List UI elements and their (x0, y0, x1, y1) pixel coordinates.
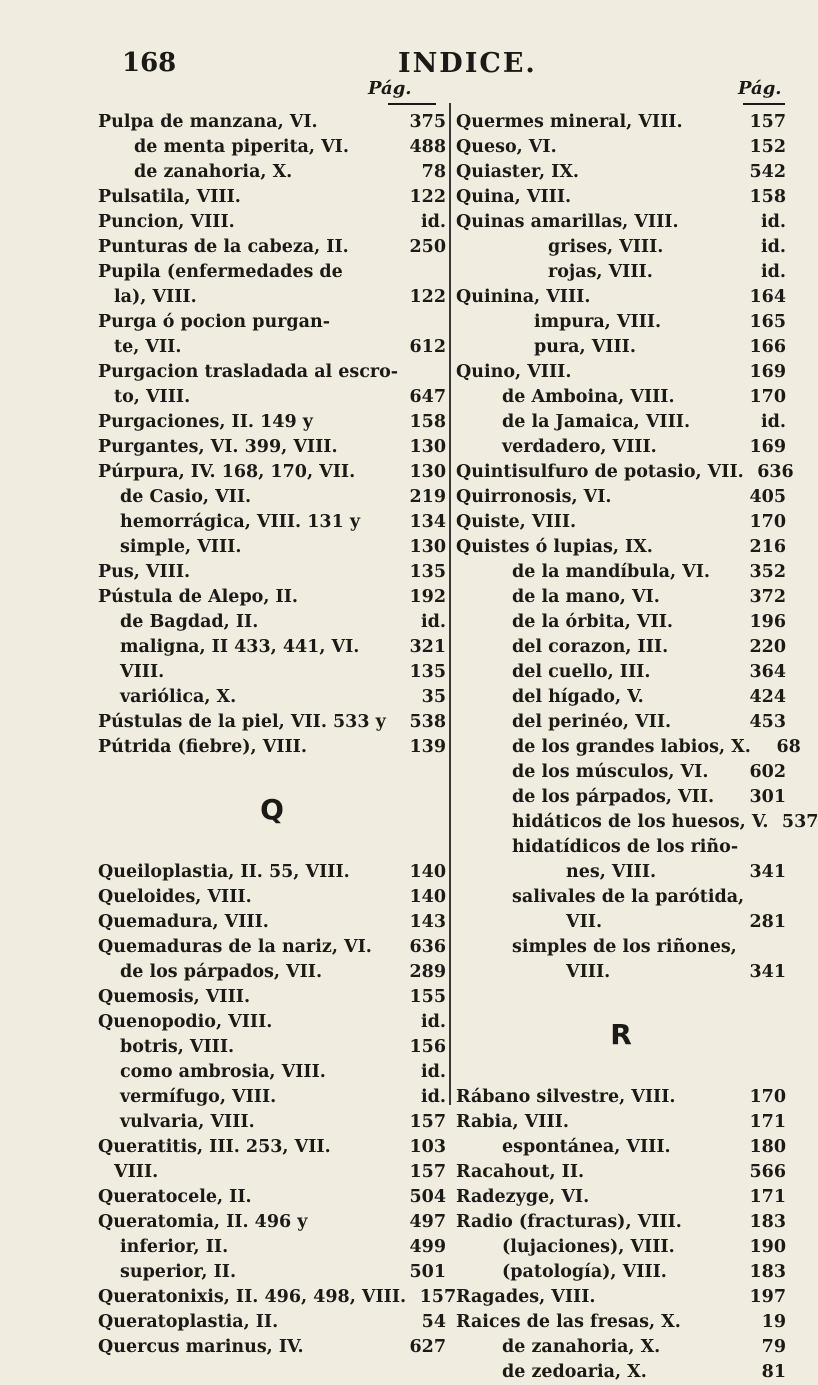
entry-text: Queratomia, II. 496 y (98, 1212, 308, 1232)
entry-text: te, VII. (114, 337, 182, 357)
entry-text: Quenopodio, VIII. (98, 1012, 273, 1032)
entry-text: vulvaria, VIII. (120, 1112, 255, 1132)
entry-text: hidáticos de los huesos, V. (512, 812, 769, 832)
index-entry (98, 610, 446, 635)
entry-text: salivales de la parótida, (512, 887, 745, 907)
page-ref: 250 (409, 237, 446, 257)
entry-text: Queso, VI. (456, 137, 557, 157)
page-title: INDICE. (398, 48, 537, 79)
page-ref: 453 (749, 712, 786, 732)
page-ref: 164 (749, 287, 786, 307)
index-entry (456, 835, 786, 860)
page-ref: 156 (409, 1037, 446, 1057)
entry-text: VIII. (114, 1162, 159, 1182)
page-ref: 103 (409, 1137, 446, 1157)
entry-text: de los párpados, VII. (120, 962, 323, 982)
row-spacer (98, 835, 446, 860)
page-ref: 636 (409, 937, 446, 957)
page-ref: 542 (749, 162, 786, 182)
index-entry (98, 235, 446, 260)
entry-text: Queloides, VIII. (98, 887, 252, 907)
index-entry (456, 1210, 786, 1235)
page-ref: 130 (409, 437, 446, 457)
entry-text: del cuello, III. (512, 662, 651, 682)
index-entry (98, 210, 446, 235)
entry-text: Quina, VIII. (456, 187, 572, 207)
page-ref: id. (421, 612, 446, 632)
index-entry (98, 1010, 446, 1035)
index-entry (456, 335, 786, 360)
page-ref: 219 (409, 487, 446, 507)
page-ref (396, 310, 446, 335)
page-ref: 405 (749, 487, 786, 507)
page-ref: 289 (409, 962, 446, 982)
index-entry (98, 685, 446, 710)
entry-text: Pútrida (fiebre), VIII. (98, 737, 307, 757)
entry-text: Radio (fracturas), VIII. (456, 1212, 682, 1232)
page-ref: 134 (409, 512, 446, 532)
index-entry (456, 485, 786, 510)
entry-text: de la Jamaica, VIII. (502, 412, 691, 432)
index-entry (456, 260, 786, 285)
index-entry (98, 1135, 446, 1160)
index-column-left (98, 110, 457, 1360)
entry-text: Quiste, VIII. (456, 512, 577, 532)
entry-text: Quino, VIII. (456, 362, 572, 382)
page-ref: 375 (409, 112, 446, 132)
index-entry (456, 1235, 786, 1260)
index-entry (456, 960, 786, 985)
pag-label-right: Pág. (738, 78, 782, 99)
page-ref: 537 (781, 812, 818, 832)
page-ref: 321 (409, 637, 446, 657)
entry-text: como ambrosia, VIII. (120, 1062, 326, 1082)
entry-text: Punturas de la cabeza, II. (98, 237, 349, 257)
entry-text: espontánea, VIII. (502, 1137, 671, 1157)
index-entry (98, 410, 446, 435)
page-ref: 341 (749, 862, 786, 882)
entry-text: Queiloplastia, II. 55, VIII. (98, 862, 350, 882)
index-entry (98, 435, 446, 460)
page-ref (396, 260, 446, 285)
index-entry (98, 960, 446, 985)
index-entry (456, 435, 786, 460)
entry-text: Quemosis, VIII. (98, 987, 251, 1007)
page-ref: id. (761, 212, 786, 232)
page-ref: 566 (749, 1162, 786, 1182)
page-ref: 54 (421, 1312, 446, 1332)
entry-text: Quinina, VIII. (456, 287, 591, 307)
index-entry (456, 185, 786, 210)
index-entry (456, 1310, 786, 1335)
page-ref: 341 (749, 962, 786, 982)
index-entry (98, 1235, 446, 1260)
index-entry (98, 1060, 446, 1085)
entry-text: de Amboina, VIII. (502, 387, 675, 407)
entry-text: hemorrágica, VIII. 131 y (120, 512, 361, 532)
page-ref: 158 (409, 412, 446, 432)
page-ref: 180 (749, 1137, 786, 1157)
entry-text: Quinas amarillas, VIII. (456, 212, 679, 232)
entry-text: VIII. (120, 662, 165, 682)
entry-text: Quiaster, IX. (456, 162, 580, 182)
page-ref: 135 (409, 562, 446, 582)
page-ref (398, 360, 448, 385)
entry-text: (lujaciones), VIII. (502, 1237, 675, 1257)
page-ref (737, 935, 787, 960)
index-entry (98, 885, 446, 910)
index-entry (456, 235, 786, 260)
entry-text: impura, VIII. (534, 312, 662, 332)
page-ref: 647 (409, 387, 446, 407)
index-entry (456, 1085, 786, 1110)
index-entry (98, 185, 446, 210)
index-entry (98, 485, 446, 510)
index-entry (98, 335, 446, 360)
index-entry (98, 1160, 446, 1185)
index-entry (98, 1210, 446, 1235)
entry-text: Pupila (enfermedades de (98, 262, 343, 282)
page-ref: 190 (749, 1237, 786, 1257)
index-entry (456, 610, 786, 635)
page-ref: 152 (749, 137, 786, 157)
page-ref: 602 (749, 762, 786, 782)
page-ref: id. (761, 237, 786, 257)
index-entry (456, 560, 786, 585)
page-ref: 301 (749, 787, 786, 807)
index-entry (98, 1035, 446, 1060)
index-entry (98, 1285, 457, 1310)
index-entry (98, 860, 446, 885)
page-ref: 372 (749, 587, 786, 607)
entry-text: simple, VIII. (120, 537, 242, 557)
page-ref: 192 (409, 587, 446, 607)
entry-text: del corazon, III. (512, 637, 669, 657)
page-ref: 158 (749, 187, 786, 207)
index-entry (456, 635, 786, 660)
index-entry (456, 1135, 786, 1160)
index-entry (456, 1335, 786, 1360)
index-entry (98, 510, 446, 535)
entry-text: superior, II. (120, 1262, 237, 1282)
page-ref: id. (421, 1087, 446, 1107)
index-entry (456, 735, 801, 760)
page-ref: 497 (409, 1212, 446, 1232)
entry-text: Queratoplastia, II. (98, 1312, 279, 1332)
index-entry (456, 885, 786, 910)
entry-text: Pústulas de la piel, VII. 533 y (98, 712, 386, 732)
page-ref: 139 (409, 737, 446, 757)
index-entry (456, 135, 786, 160)
entry-text: Quemadura, VIII. (98, 912, 269, 932)
entry-text: de los párpados, VII. (512, 787, 715, 807)
entry-text: Rabia, VIII. (456, 1112, 569, 1132)
entry-text: Quercus marinus, IV. (98, 1337, 304, 1357)
index-entry (456, 1285, 786, 1310)
entry-text: Queratonixis, II. 496, 498, VIII. (98, 1287, 407, 1307)
page-ref: 81 (761, 1362, 786, 1382)
index-entry (456, 1110, 786, 1135)
entry-text: Purgantes, VI. 399, VIII. (98, 437, 338, 457)
page-ref: 140 (409, 887, 446, 907)
row-spacer (98, 760, 446, 785)
page-ref: 220 (749, 637, 786, 657)
entry-text: Púrpura, IV. 168, 170, VII. (98, 462, 356, 482)
index-entry (456, 110, 786, 135)
entry-text: Ragades, VIII. (456, 1287, 596, 1307)
page-ref: 281 (749, 912, 786, 932)
entry-text: to, VIII. (114, 387, 191, 407)
index-entry (98, 310, 446, 335)
entry-text: Purgacion trasladada al escro- (98, 362, 399, 382)
index-entry (98, 985, 446, 1010)
page-ref: 68 (776, 737, 801, 757)
page-ref: 170 (749, 512, 786, 532)
entry-text: Racahout, II. (456, 1162, 585, 1182)
page-ref: 166 (749, 337, 786, 357)
entry-text: de zanahoria, X. (134, 162, 293, 182)
entry-text: de Bagdad, II. (120, 612, 259, 632)
index-entry (98, 660, 446, 685)
index-entry (98, 1310, 446, 1335)
page-ref: id. (421, 1012, 446, 1032)
page-ref: 135 (409, 662, 446, 682)
entry-text: del perinéo, VII. (512, 712, 672, 732)
index-entry (98, 560, 446, 585)
index-entry (98, 460, 446, 485)
entry-text: Pulpa de manzana, VI. (98, 112, 318, 132)
section-letter: Q (260, 793, 284, 826)
page-ref: 424 (749, 687, 786, 707)
header-rule-left (388, 103, 436, 105)
index-entry (456, 660, 786, 685)
index-entry (456, 510, 786, 535)
page-ref (738, 835, 788, 860)
index-entry (456, 760, 786, 785)
entry-text: Pústula de Alepo, II. (98, 587, 299, 607)
index-column-right (456, 110, 818, 1385)
page-ref: 504 (409, 1187, 446, 1207)
index-entry (98, 260, 446, 285)
pag-label-left: Pág. (368, 78, 412, 99)
index-entry (98, 160, 446, 185)
index-entry (456, 810, 818, 835)
index-entry (456, 285, 786, 310)
page-ref: 197 (749, 1287, 786, 1307)
page-ref: 501 (409, 1262, 446, 1282)
entry-text: vermífugo, VIII. (120, 1087, 277, 1107)
index-entry (456, 1185, 786, 1210)
entry-text: verdadero, VIII. (502, 437, 657, 457)
column-divider (449, 103, 451, 1105)
page-ref: 165 (749, 312, 786, 332)
page-ref: 636 (757, 462, 794, 482)
entry-text: pura, VIII. (534, 337, 636, 357)
section-letter: R (610, 1018, 632, 1051)
entry-text: Puncion, VIII. (98, 212, 235, 232)
index-entry (456, 1260, 786, 1285)
entry-text: de menta piperita, VI. (134, 137, 349, 157)
index-entry (98, 1335, 446, 1360)
page-number: 168 (122, 48, 177, 78)
row-spacer (456, 985, 786, 1010)
page-ref: 157 (749, 112, 786, 132)
page-ref: 171 (749, 1112, 786, 1132)
index-entry (456, 1360, 786, 1385)
page-ref: 171 (749, 1187, 786, 1207)
index-entry (98, 110, 446, 135)
index-entry (456, 460, 794, 485)
page-ref: 196 (749, 612, 786, 632)
entry-text: de la mano, VI. (512, 587, 660, 607)
entry-text: VII. (566, 912, 603, 932)
index-entry (456, 385, 786, 410)
page-ref: 143 (409, 912, 446, 932)
entry-text: (patología), VIII. (502, 1262, 667, 1282)
entry-text: de zanahoria, X. (502, 1337, 661, 1357)
index-entry (98, 710, 446, 735)
entry-text: Quemaduras de la nariz, VI. (98, 937, 372, 957)
page-ref: 155 (409, 987, 446, 1007)
page-ref: 352 (749, 562, 786, 582)
index-entry (98, 385, 446, 410)
page-ref: 488 (409, 137, 446, 157)
index-entry (98, 935, 446, 960)
page-ref: id. (421, 1062, 446, 1082)
page-ref: 538 (409, 712, 446, 732)
entry-text: VIII. (566, 962, 611, 982)
page-ref: 627 (409, 1337, 446, 1357)
page-ref: id. (761, 262, 786, 282)
index-entry (98, 135, 446, 160)
page-ref: 122 (409, 287, 446, 307)
entry-text: de los músculos, VI. (512, 762, 709, 782)
index-entry (98, 635, 446, 660)
entry-text: hidatídicos de los riño- (512, 837, 739, 857)
entry-text: rojas, VIII. (548, 262, 653, 282)
entry-text: Quermes mineral, VIII. (456, 112, 683, 132)
entry-text: Raices de las fresas, X. (456, 1312, 681, 1332)
header-rule-right (743, 103, 785, 105)
entry-text: de los grandes labios, X. (512, 737, 751, 757)
index-entry (456, 685, 786, 710)
index-entry (456, 785, 786, 810)
entry-text: Rábano silvestre, VIII. (456, 1087, 676, 1107)
index-entry (98, 910, 446, 935)
page-ref: 183 (749, 1262, 786, 1282)
row-spacer (456, 1060, 786, 1085)
page-ref: 216 (749, 537, 786, 557)
page-ref: 78 (421, 162, 446, 182)
entry-text: de Casio, VII. (120, 487, 252, 507)
entry-text: del hígado, V. (512, 687, 644, 707)
entry-text: Queratocele, II. (98, 1187, 252, 1207)
index-entry (98, 1260, 446, 1285)
entry-text: de la mandíbula, VI. (512, 562, 710, 582)
entry-text: de la órbita, VII. (512, 612, 673, 632)
index-entry (456, 310, 786, 335)
index-entry (456, 410, 786, 435)
page-ref: 35 (421, 687, 446, 707)
page-ref: 130 (409, 537, 446, 557)
page-ref: 157 (419, 1287, 457, 1307)
entry-text: Pus, VIII. (98, 562, 191, 582)
entry-text: Quintisulfuro de potasio, VII. (456, 462, 744, 482)
index-entry (456, 535, 786, 560)
index-entry (98, 285, 446, 310)
index-entry (456, 710, 786, 735)
page-ref: 140 (409, 862, 446, 882)
entry-text: simples de los riñones, (512, 937, 737, 957)
page-ref: id. (421, 212, 446, 232)
page-ref: id. (761, 412, 786, 432)
page-ref: 170 (749, 387, 786, 407)
index-entry (456, 585, 786, 610)
page-ref: 157 (409, 1112, 446, 1132)
page-ref: 79 (761, 1337, 786, 1357)
entry-text: Queratitis, III. 253, VII. (98, 1137, 331, 1157)
index-entry (98, 1085, 446, 1110)
index-entry (98, 585, 446, 610)
entry-text: Purgaciones, II. 149 y (98, 412, 313, 432)
page-ref: 364 (749, 662, 786, 682)
index-entry (456, 935, 786, 960)
entry-text: de zedoaria, X. (502, 1362, 647, 1382)
page-ref: 130 (409, 462, 446, 482)
entry-text: botris, VIII. (120, 1037, 235, 1057)
index-entry (98, 1110, 446, 1135)
index-entry (456, 860, 786, 885)
index-entry (456, 910, 786, 935)
page-ref: 499 (409, 1237, 446, 1257)
index-entry (456, 210, 786, 235)
page-ref: 612 (409, 337, 446, 357)
entry-text: Quistes ó lupias, IX. (456, 537, 653, 557)
index-entry (98, 1185, 446, 1210)
page-ref: 122 (409, 187, 446, 207)
page-ref: 169 (749, 437, 786, 457)
index-entry (98, 735, 446, 760)
entry-text: la), VIII. (114, 287, 197, 307)
index-entry (456, 1160, 786, 1185)
entry-text: inferior, II. (120, 1237, 229, 1257)
entry-text: grises, VIII. (548, 237, 664, 257)
entry-text: Quirronosis, VI. (456, 487, 612, 507)
entry-text: Pulsatila, VIII. (98, 187, 241, 207)
page-ref: 19 (761, 1312, 786, 1332)
index-entry (456, 160, 786, 185)
page-ref: 183 (749, 1212, 786, 1232)
entry-text: maligna, II 433, 441, VI. (120, 637, 360, 657)
entry-text: Radezyge, VI. (456, 1187, 590, 1207)
index-entry (98, 360, 446, 385)
page-ref: 169 (749, 362, 786, 382)
index-entry (456, 360, 786, 385)
entry-text: Purga ó pocion purgan- (98, 312, 330, 332)
page-ref: 157 (409, 1162, 446, 1182)
index-entry (98, 535, 446, 560)
entry-text: variólica, X. (120, 687, 237, 707)
page-ref (744, 885, 794, 910)
page-ref: 170 (749, 1087, 786, 1107)
entry-text: nes, VIII. (566, 862, 657, 882)
